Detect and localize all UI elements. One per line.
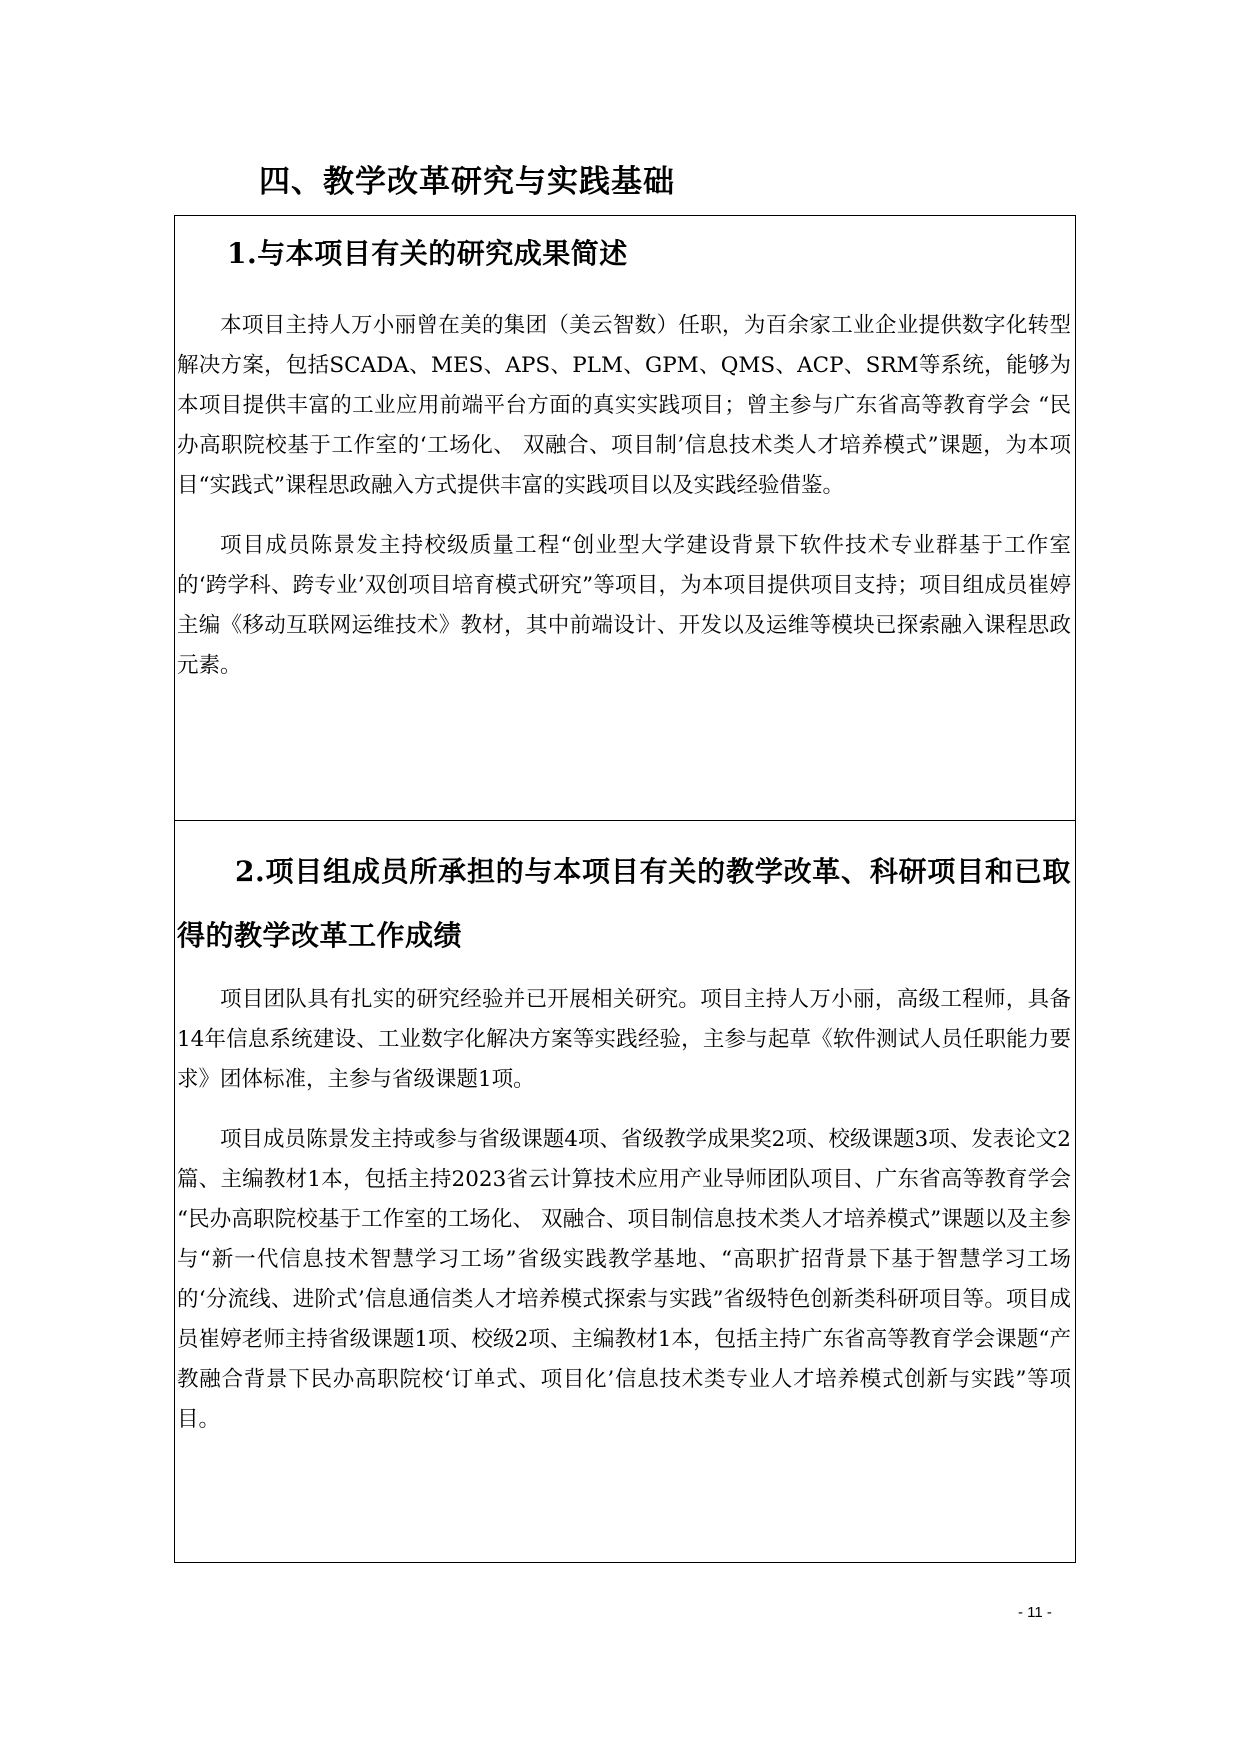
research-paragraph-1: 本项目主持人万小丽曾在美的集团（美云智数）任职，为百余家工业企业提供数字化转型解决方案，包括SCADA、MES、APS、PLM、GPM、QMS、ACP、SRM等系统，能够为本项目提供丰富的工业应用前端平台方面的真实实践项目；曾主参与广东省高等教育学会 “民办高职院校基于工作室的‘工场化、 双融合、项目制’信息技术类人才培养模式”课题，为本项目“实践式”课程思政融入方式提供丰富的实践项目以及实践经验借鉴。 <box>177 313 1071 498</box>
page-number: - 11 - <box>1018 1604 1052 1621</box>
team-projects-section <box>177 840 1071 1440</box>
team-paragraph-2: 项目成员陈景发主持或参与省级课题4项、省级教学成果奖2项、校级课题3项、发表论文2篇、主编教材1本，包括主持2023省云计算技术应用产业导师团队项目、广东省高等教育学会 “民办高职院校基于工作室的工场化、 双融合、项目制信息技术类人才培养模式”课题以及主参与“新一代信息技术智慧学习工场”省级实践教学基地、“高职扩招背景下基于智慧学习工场的‘分流线、进阶式’信息通信类人才培养模式探索与实践”省级特色创新类科研项目等。项目成员崔婷老师主持省级课题1项、校级2项、主编教材1本，包括主持广东省高等教育学会课题“产教融合背景下民办高职院校‘订单式、项目化’信息技术类专业人才培养模式创新与实践”等项目。 <box>177 1127 1071 1432</box>
section-title: 四、教学改革研究与实践基础 <box>259 164 675 200</box>
research-results-section <box>177 228 1071 686</box>
section-divider <box>175 820 1075 821</box>
research-results-heading: 1.与本项目有关的研究成果简述 <box>227 237 628 270</box>
team-paragraph-1: 项目团队具有扎实的研究经验并已开展相关研究。项目主持人万小丽，高级工程师，具备14年信息系统建设、工业数字化解决方案等实践经验，主参与起草《软件测试人员任职能力要求》团体标准，主参与省级课题1项。 <box>177 987 1071 1092</box>
content-table <box>174 215 1076 1563</box>
research-paragraph-2: 项目成员陈景发主持校级质量工程“创业型大学建设背景下软件技术专业群基于工作室的‘跨学科、跨专业’双创项目培育模式研究”等项目，为本项目提供项目支持；项目组成员崔婷主编《移动互联网运维技术》教材，其中前端设计、开发以及运维等模块已探索融入课程思政元素。 <box>177 533 1071 678</box>
team-projects-heading: 2.项目组成员所承担的与本项目有关的教学改革、科研项目和已取得的教学改革工作成绩 <box>177 855 1071 952</box>
